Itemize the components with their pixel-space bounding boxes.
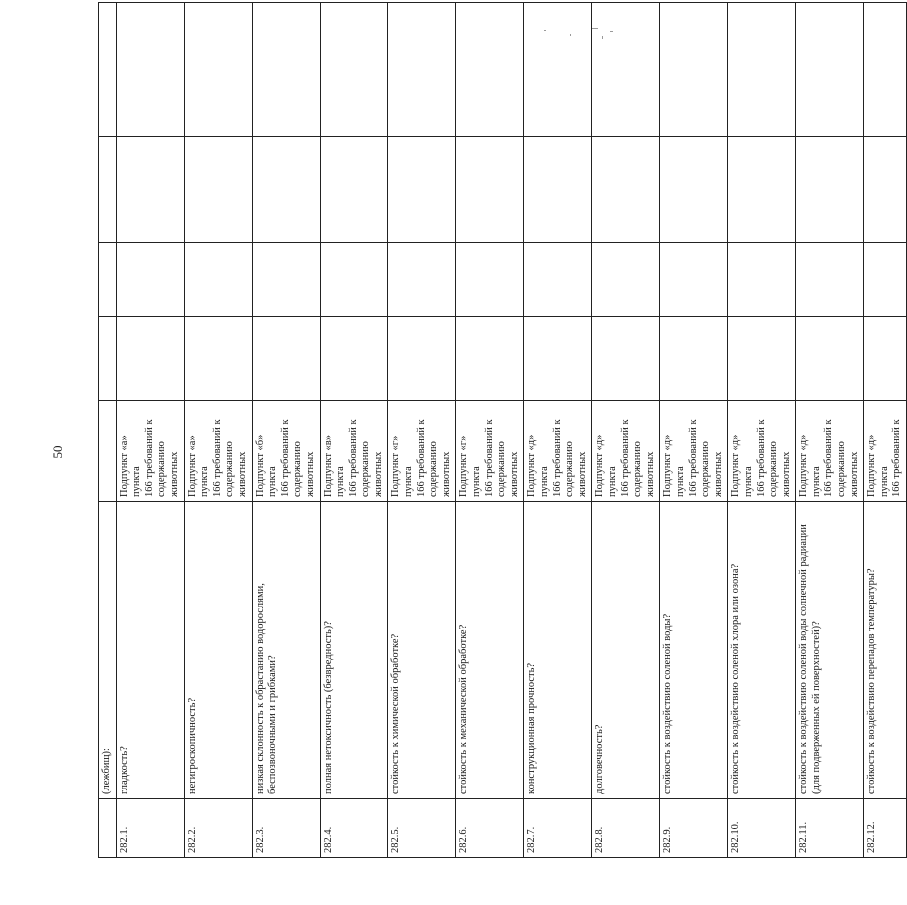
- answer-cell: [796, 317, 864, 401]
- table-row: [252, 3, 320, 858]
- table-header-row: [99, 3, 117, 858]
- reference-line: содержанию животных: [700, 441, 724, 497]
- table-row: [728, 3, 796, 858]
- answer-cell: [388, 317, 456, 401]
- answer-cell: [524, 317, 592, 401]
- reference-line: содержанию животных: [632, 441, 656, 497]
- answer-cell: [456, 317, 524, 401]
- reference-line: 166 требований к: [143, 419, 155, 497]
- item-question: негигроскопичность?: [184, 502, 252, 799]
- header-empty-cell: [99, 317, 117, 401]
- checklist-table-area: [98, 66, 903, 858]
- answer-cell: [864, 317, 907, 401]
- answer-cell: [252, 137, 320, 243]
- reference-line: 166 требований к: [823, 419, 835, 497]
- reference-line: содержанию животных: [224, 441, 248, 497]
- header-reference-cell: [99, 401, 117, 502]
- item-reference: [320, 401, 388, 502]
- answer-cell: [592, 137, 660, 243]
- item-number: 282.1.: [116, 799, 184, 858]
- answer-cell: [388, 137, 456, 243]
- reference-line: 166 требований к: [279, 419, 291, 497]
- reference-line: содержанию животных: [156, 441, 180, 497]
- table-row: [184, 3, 252, 858]
- answer-cell: [184, 137, 252, 243]
- table-row: [116, 3, 184, 858]
- reference-line: содержанию животных: [836, 441, 860, 497]
- item-number: 282.3.: [252, 799, 320, 858]
- item-number: 282.9.: [660, 799, 728, 858]
- table-row: [524, 3, 592, 858]
- reference-line: Подпункт «д» пункта: [730, 434, 754, 497]
- reference-line: Подпункт «а» пункта: [118, 435, 143, 497]
- answer-cell: [252, 317, 320, 401]
- reference-line: Подпункт «д» пункта: [798, 434, 822, 497]
- reference-line: 166 требований к: [619, 419, 631, 497]
- answer-cell: [184, 3, 252, 137]
- answer-cell: [592, 3, 660, 137]
- item-number: 282.4.: [320, 799, 388, 858]
- item-number: 282.8.: [592, 799, 660, 858]
- answer-cell: [252, 243, 320, 317]
- reference-line: 166 требований к: [687, 419, 699, 497]
- item-question: полная нетоксичность (безвредность)?: [320, 502, 388, 799]
- reference-line: 166 требований к: [755, 419, 767, 497]
- table-row: [864, 3, 907, 858]
- reference-line: Подпункт «д» пункта: [526, 434, 550, 497]
- answer-cell: [252, 3, 320, 137]
- reference-line: Подпункт «б» пункта: [254, 434, 279, 497]
- item-reference: [864, 401, 907, 502]
- item-question: стойкость к воздействию соленой воды солнечной радиации (для подверженных ей поверхностей)?: [796, 502, 864, 799]
- header-empty-cell: [99, 137, 117, 243]
- table-row: [796, 3, 864, 858]
- answer-cell: [728, 243, 796, 317]
- item-question: конструкционная прочность?: [524, 502, 592, 799]
- item-reference: [796, 401, 864, 502]
- reference-line: Подпункт «г» пункта: [458, 435, 483, 497]
- item-question: стойкость к воздействию соленой воды?: [660, 502, 728, 799]
- item-number: 282.12.: [864, 799, 907, 858]
- answer-cell: [320, 3, 388, 137]
- item-reference: [728, 401, 796, 502]
- table-row: [592, 3, 660, 858]
- reference-line: 166 требований к: [891, 419, 903, 497]
- item-number: 282.5.: [388, 799, 456, 858]
- answer-cell: [184, 317, 252, 401]
- reference-line: содержанию животных: [496, 441, 520, 497]
- table-row: [660, 3, 728, 858]
- answer-cell: [320, 317, 388, 401]
- answer-cell: [388, 243, 456, 317]
- item-number: 282.6.: [456, 799, 524, 858]
- answer-cell: [660, 243, 728, 317]
- answer-cell: [796, 243, 864, 317]
- answer-cell: [864, 243, 907, 317]
- reference-line: 166 требований к: [211, 419, 223, 497]
- header-empty-cell: [99, 243, 117, 317]
- answer-cell: [116, 137, 184, 243]
- reference-line: 166 требований к: [551, 419, 563, 497]
- table-row: [320, 3, 388, 858]
- answer-cell: [456, 3, 524, 137]
- answer-cell: [456, 137, 524, 243]
- reference-line: содержанию животных: [428, 441, 452, 497]
- answer-cell: [728, 137, 796, 243]
- item-reference: [592, 401, 660, 502]
- answer-cell: [524, 243, 592, 317]
- item-question: стойкость к химической обработке?: [388, 502, 456, 799]
- reference-line: содержанию животных: [564, 441, 588, 497]
- item-reference: [524, 401, 592, 502]
- answer-cell: [592, 317, 660, 401]
- reference-line: Подпункт «д» пункта: [866, 434, 890, 497]
- item-reference: [116, 401, 184, 502]
- header-question-cell: (лежбищ):: [99, 502, 117, 799]
- answer-cell: [728, 317, 796, 401]
- answer-cell: [796, 3, 864, 137]
- reference-line: Подпункт «в» пункта: [322, 435, 347, 497]
- item-reference: [184, 401, 252, 502]
- item-reference: [660, 401, 728, 502]
- answer-cell: [728, 3, 796, 137]
- reference-line: Подпункт «д» пункта: [594, 434, 618, 497]
- answer-cell: [796, 137, 864, 243]
- page-number: 50: [50, 445, 65, 459]
- item-number: 282.11.: [796, 799, 864, 858]
- answer-cell: [456, 243, 524, 317]
- header-num-cell: [99, 799, 117, 858]
- item-question: стойкость к воздействию соленой хлора или озона?: [728, 502, 796, 799]
- answer-cell: [320, 137, 388, 243]
- answer-cell: [388, 3, 456, 137]
- header-empty-cell: [99, 3, 117, 137]
- reference-line: 166 требований к: [415, 419, 427, 497]
- table-row: [388, 3, 456, 858]
- answer-cell: [660, 3, 728, 137]
- item-reference: [388, 401, 456, 502]
- reference-line: Подпункт «д» пункта: [662, 434, 686, 497]
- item-number: 282.7.: [524, 799, 592, 858]
- reference-line: 166 требований к: [483, 419, 495, 497]
- reference-line: содержанию животных: [360, 441, 384, 497]
- answer-cell: [660, 317, 728, 401]
- answer-cell: [864, 3, 907, 137]
- answer-cell: [116, 317, 184, 401]
- reference-line: 166 требований к: [347, 419, 359, 497]
- answer-cell: [660, 137, 728, 243]
- item-number: 282.2.: [184, 799, 252, 858]
- item-question: гладкость?: [116, 502, 184, 799]
- checklist-table: [98, 2, 907, 858]
- answer-cell: [116, 243, 184, 317]
- item-question: стойкость к воздействию перепадов температуры?: [864, 502, 907, 799]
- reference-line: содержанию животных: [292, 441, 316, 497]
- item-question: долговечность?: [592, 502, 660, 799]
- item-number: 282.10.: [728, 799, 796, 858]
- answer-cell: [524, 3, 592, 137]
- reference-line: содержанию животных: [768, 441, 792, 497]
- answer-cell: [184, 243, 252, 317]
- item-reference: [252, 401, 320, 502]
- answer-cell: [524, 137, 592, 243]
- answer-cell: [592, 243, 660, 317]
- table-row: [456, 3, 524, 858]
- item-reference: [456, 401, 524, 502]
- answer-cell: [864, 137, 907, 243]
- item-question: стойкость к механической обработке?: [456, 502, 524, 799]
- answer-cell: [320, 243, 388, 317]
- answer-cell: [116, 3, 184, 137]
- reference-line: Подпункт «а» пункта: [186, 435, 211, 497]
- reference-line: Подпункт «г» пункта: [390, 435, 415, 497]
- item-question: низкая склонность к обрастанию водорослями, беспозвоночными и грибками?: [252, 502, 320, 799]
